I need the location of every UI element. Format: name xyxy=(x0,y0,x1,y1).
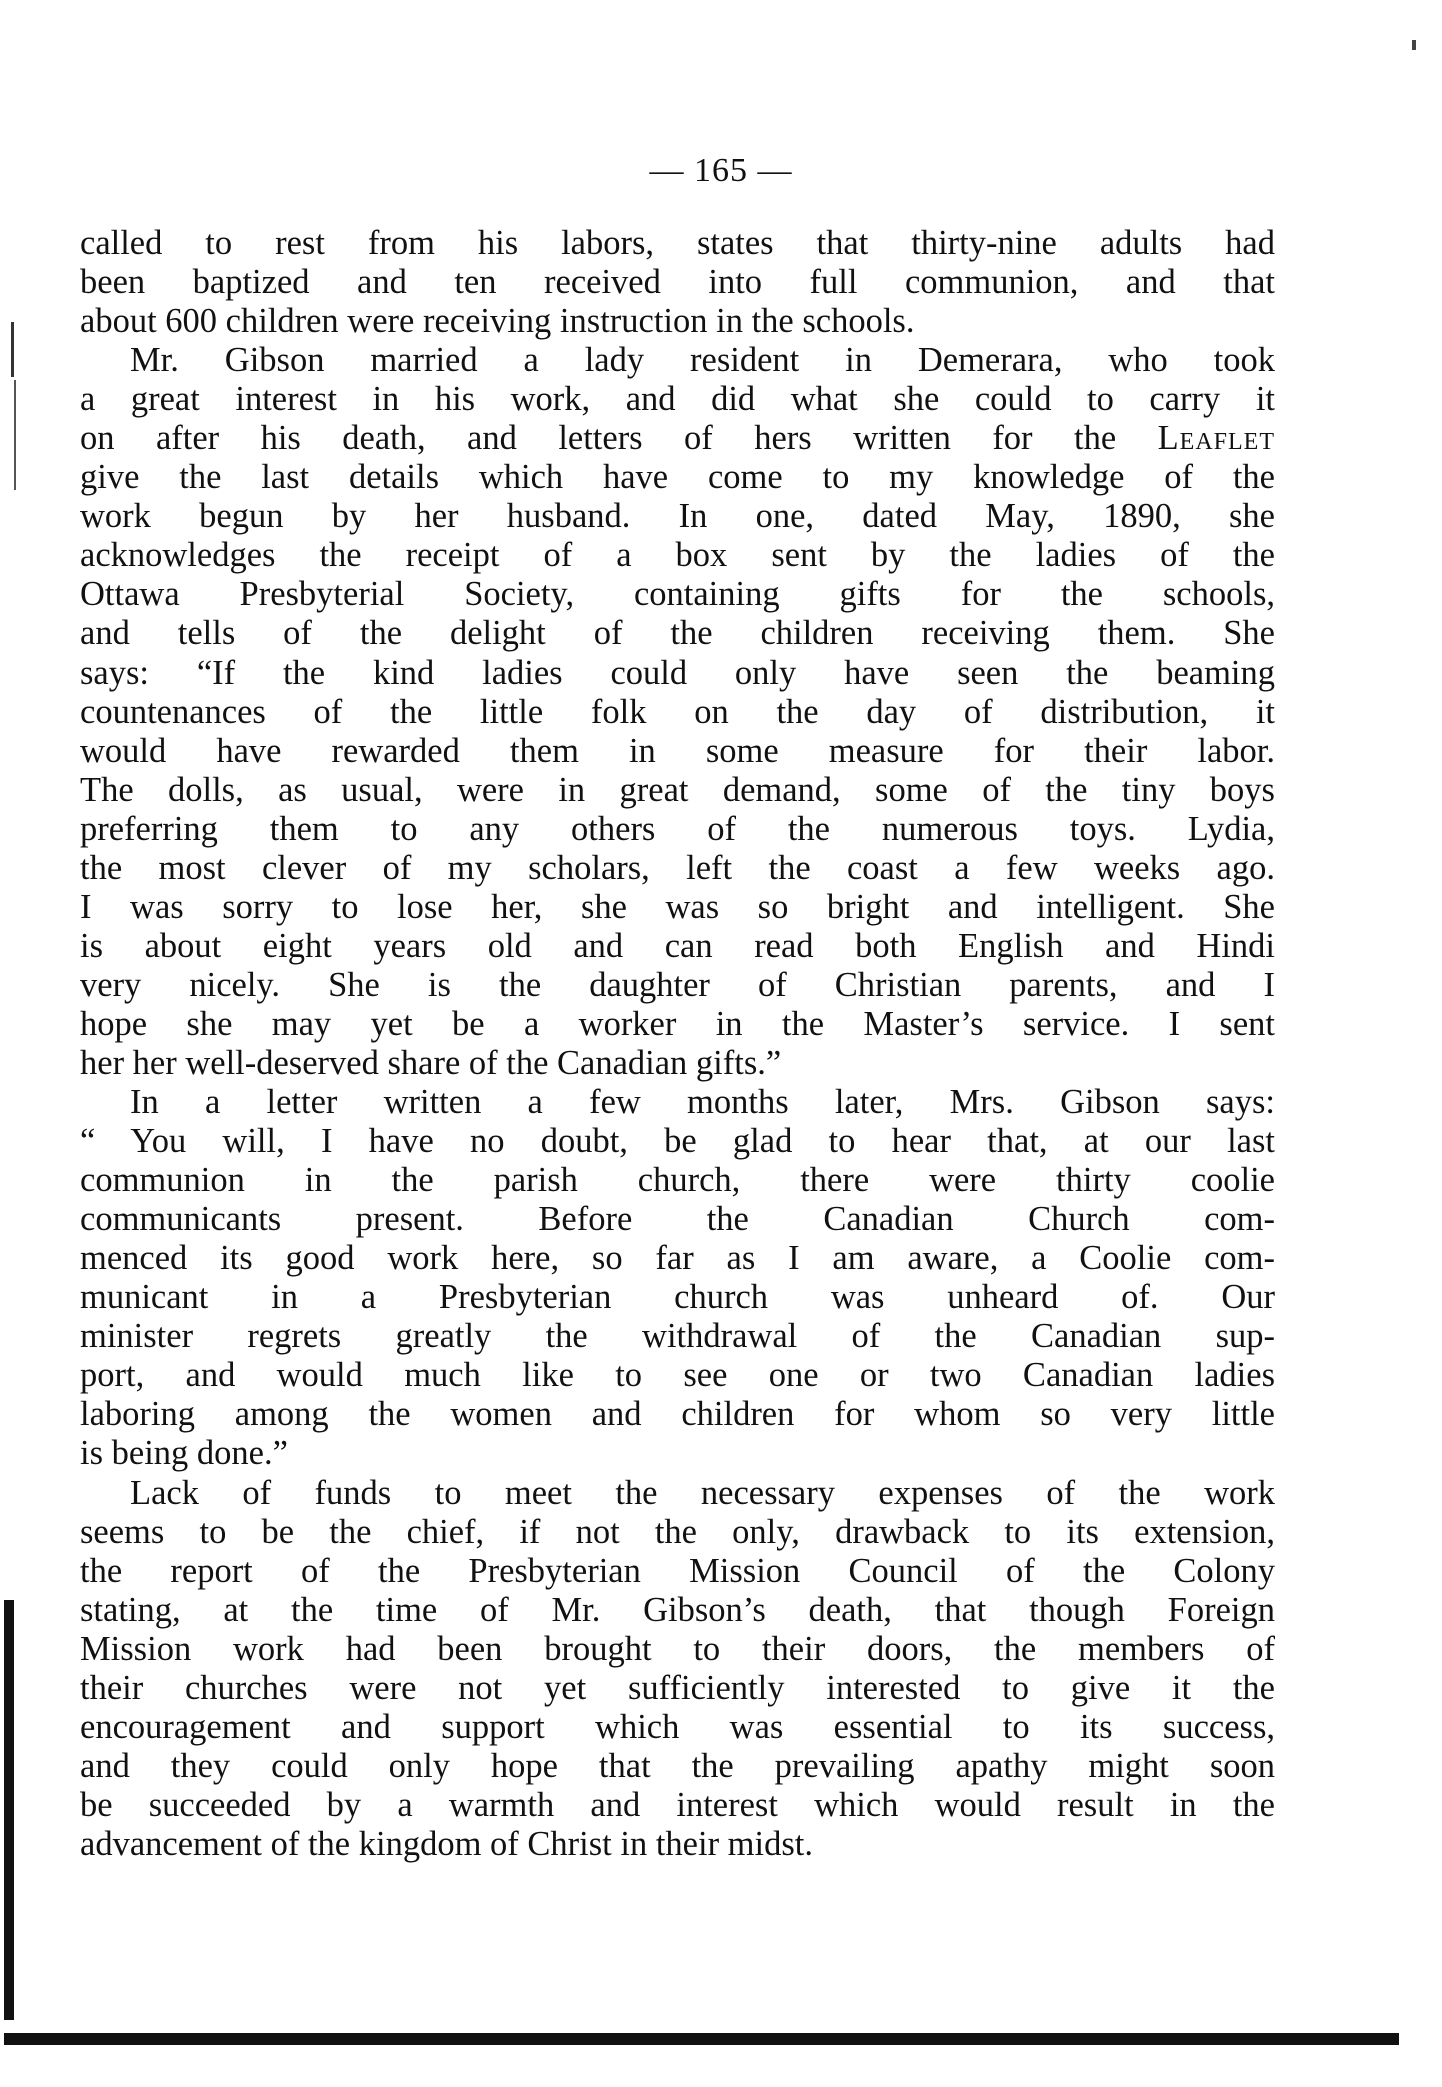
text-line xyxy=(80,536,1275,575)
text-line xyxy=(80,888,1275,927)
text-line-content: stating, at the time of Mr. Gibson’s death, that though Foreign xyxy=(80,1590,1275,1629)
text-line xyxy=(80,927,1275,966)
text-line xyxy=(80,1747,1275,1786)
text-line-content: the report of the Presbyterian Mission Council of the Colony xyxy=(80,1551,1275,1590)
text-line xyxy=(80,302,1275,341)
text-line xyxy=(80,1044,1275,1083)
text-line-content: Mr. Gibson married a lady resident in Demerara, who took xyxy=(130,341,1275,380)
text-line xyxy=(80,966,1275,1005)
text-line xyxy=(80,341,1275,380)
text-line-content: and they could only hope that the prevailing apathy might soon xyxy=(80,1746,1275,1785)
text-line xyxy=(80,1278,1275,1317)
text-line-content: seems to be the chief, if not the only, drawback to its extension, xyxy=(80,1512,1275,1551)
text-line xyxy=(80,849,1275,888)
text-line-content: laboring among the women and children for whom so very little xyxy=(80,1395,1275,1434)
text-line xyxy=(80,732,1275,771)
text-line xyxy=(80,263,1275,302)
text-line-content: been baptized and ten received into full communion, and that xyxy=(80,263,1275,302)
scan-bottom-edge-shadow xyxy=(4,2033,1399,2045)
text-line xyxy=(80,810,1275,849)
text-line xyxy=(80,1200,1275,1239)
text-line-content: Ottawa Presbyterial Society, containing gifts for the schools, xyxy=(80,575,1275,614)
text-line-content: Lack of funds to meet the necessary expenses of the work xyxy=(130,1473,1275,1512)
text-line xyxy=(80,1630,1275,1669)
text-line-content: communicants present. Before the Canadian Church com- xyxy=(80,1200,1275,1239)
text-line-content: menced its good work here, so far as I am aware, a Coolie com- xyxy=(80,1239,1275,1278)
text-line xyxy=(80,1083,1275,1122)
text-line-content: In a letter written a few months later, Mrs. Gibson says: xyxy=(130,1083,1275,1122)
text-line xyxy=(80,1005,1275,1044)
scan-left-edge-shadow xyxy=(4,1600,14,2020)
publication-name: Leaflet xyxy=(1157,419,1275,458)
text-line-content: communion in the parish church, there were thirty coolie xyxy=(80,1161,1275,1200)
text-line-content: their churches were not yet sufficiently interested to give it the xyxy=(80,1668,1275,1707)
text-line-content: work begun by her husband. In one, dated May, 1890, she xyxy=(80,497,1275,536)
text-line-content: minister regrets greatly the withdrawal of the Canadian sup- xyxy=(80,1317,1275,1356)
text-line-content: encouragement and support which was essential to its success, xyxy=(80,1707,1275,1746)
text-line xyxy=(80,380,1275,419)
text-line-content: her her well-deserved share of the Canadian gifts.” xyxy=(80,1043,782,1082)
text-line xyxy=(80,1474,1275,1513)
text-line-content: and tells of the delight of the children receiving them. She xyxy=(80,614,1275,653)
page-number: — 165 — xyxy=(649,152,793,189)
text-line xyxy=(80,1239,1275,1278)
text-line xyxy=(80,575,1275,614)
text-line-content: acknowledges the receipt of a box sent by the ladies of the xyxy=(80,536,1275,575)
body-text xyxy=(80,224,1275,1864)
text-line-content: preferring them to any others of the numerous toys. Lydia, xyxy=(80,809,1275,848)
text-line-content: is about eight years old and can read both English and Hindi xyxy=(80,926,1275,965)
text-line-content: advancement of the kingdom of Christ in their midst. xyxy=(80,1824,813,1863)
text-line-content: called to rest from his labors, states that thirty-nine adults had xyxy=(80,224,1275,262)
text-line-content: “ You will, I have no doubt, be glad to hear that, at our last xyxy=(80,1122,1275,1161)
text-line-content: about 600 children were receiving instruction in the schools. xyxy=(80,302,915,341)
text-line-content: would have rewarded them in some measure for their labor. xyxy=(80,731,1275,770)
text-line xyxy=(80,419,1275,458)
text-line-content: a great interest in his work, and did what she could to carry it xyxy=(80,380,1275,419)
text-line xyxy=(80,1786,1275,1825)
text-line-content: give the last details which have come to my knowledge of the xyxy=(80,458,1275,497)
text-line-content: countenances of the little folk on the day of distribution, it xyxy=(80,692,1275,731)
text-line xyxy=(80,1825,1275,1864)
text-line xyxy=(80,654,1275,693)
margin-mark xyxy=(11,322,14,377)
text-line xyxy=(80,1317,1275,1356)
margin-mark xyxy=(14,380,16,490)
text-line-content: The dolls, as usual, were in great demand, some of the tiny boys xyxy=(80,770,1275,809)
text-line-content: the most clever of my scholars, left the coast a few weeks ago. xyxy=(80,848,1275,887)
text-line-content: port, and would much like to see one or two Canadian ladies xyxy=(80,1356,1275,1395)
text-line xyxy=(80,497,1275,536)
text-line xyxy=(80,458,1275,497)
text-line xyxy=(80,224,1275,263)
text-line-content: is being done.” xyxy=(80,1434,288,1473)
text-line xyxy=(80,1708,1275,1747)
text-line xyxy=(80,771,1275,810)
text-line xyxy=(80,1591,1275,1630)
text-line xyxy=(80,1356,1275,1395)
text-line xyxy=(80,1669,1275,1708)
text-line xyxy=(80,614,1275,653)
text-line-content: very nicely. She is the daughter of Christian parents, and I xyxy=(80,965,1275,1004)
text-line xyxy=(80,1122,1275,1161)
text-line xyxy=(80,1552,1275,1591)
text-line xyxy=(80,1434,1275,1473)
text-line-content: Mission work had been brought to their doors, the members of xyxy=(80,1629,1275,1668)
text-line-content: hope she may yet be a worker in the Master’s service. I sent xyxy=(80,1004,1275,1043)
text-line-content: be succeeded by a warmth and interest which would result in the xyxy=(80,1785,1275,1824)
text-line-content: on after his death, and letters of hers written for the xyxy=(80,419,1158,458)
text-line xyxy=(80,1513,1275,1552)
text-line-content: I was sorry to lose her, she was so bright and intelligent. She xyxy=(80,887,1275,926)
text-line xyxy=(80,693,1275,732)
scan-speck xyxy=(1412,40,1416,50)
text-line-content: says: “If the kind ladies could only have seen the beaming xyxy=(80,653,1275,692)
text-line-content: municant in a Presbyterian church was unheard of. Our xyxy=(80,1278,1275,1317)
text-line xyxy=(80,1161,1275,1200)
text-line xyxy=(80,1395,1275,1434)
